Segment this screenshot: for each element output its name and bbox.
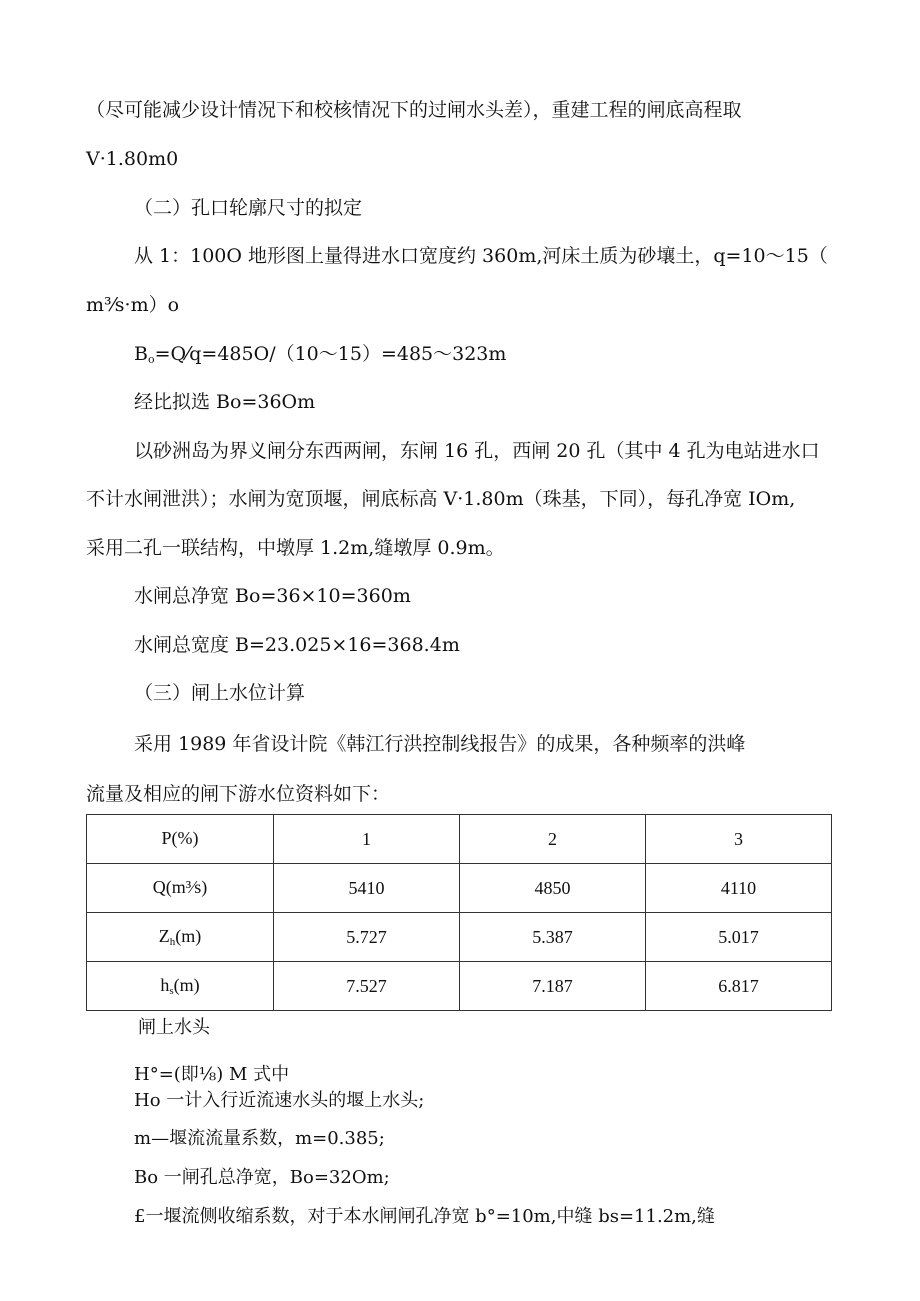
paragraph-line: m—堰流流量系数，m=0.385; (134, 1128, 385, 1149)
paragraph-line: £一堰流侧收缩系数，对于本水闸闸孔净宽 b°=10m,中缝 bs=11.2m,缝 (134, 1206, 715, 1227)
table-cell: 4110 (646, 864, 832, 913)
table-row (87, 913, 832, 962)
paragraph-line: 经比拟选 Bo=36Om (134, 391, 316, 413)
paragraph-line: 不计水闸泄洪）；水闸为宽顶堰，闸底标高 V·1.80m（珠基，下同），每孔净宽 IOm, (86, 488, 796, 510)
table-cell: 5410 (274, 864, 460, 913)
paragraph-line: V·1.80m0 (86, 148, 179, 170)
table-cell: 7.527 (274, 962, 460, 1011)
paragraph-line: 水闸总净宽 Bo=36×10=360m (134, 585, 411, 607)
table-cell: 5.387 (460, 913, 646, 962)
table-cell: 2 (460, 815, 646, 864)
table-cell: 3 (646, 815, 832, 864)
row-label: P(%) (87, 815, 274, 864)
paragraph-line: 从 1：100O 地形图上量得进水口宽度约 360m,河床土质为砂壤土，q=10～15（ (134, 245, 828, 267)
paragraph-line: 采用二孔一联结构，中墩厚 1.2m,缝墩厚 0.9m。 (86, 537, 505, 559)
paragraph-line: m³⁄s·m）o (86, 294, 180, 316)
paragraph-line: 采用 1989 年省设计院《韩江行洪控制线报告》的成果，各种频率的洪峰 (134, 733, 746, 755)
row-label: $h_s(m)$ (87, 962, 274, 1011)
formula-line: $B_o=Q⁄q=485O/(10\sim 15)=485\sim 323m$ (134, 343, 507, 366)
table-row (87, 864, 832, 913)
table-cell: 7.187 (460, 962, 646, 1011)
paragraph-line: 流量及相应的闸下游水位资料如下： (86, 783, 391, 805)
table-cell: 4850 (460, 864, 646, 913)
section-heading: （三）闸上水位计算 (134, 682, 306, 704)
row-label: $Z_h(m)$ (87, 913, 274, 962)
paragraph-line: 以砂洲岛为界义闸分东西两闸，东闸 16 孔，西闸 20 孔（其中 4 孔为电站进水口 (134, 440, 820, 462)
formula-line: H°=(即⅛) M 式中 (134, 1064, 290, 1085)
paragraph-line: 水闸总宽度 B=23.025×16=368.4m (134, 634, 460, 656)
table-row (87, 962, 832, 1011)
paragraph-line: 闸上水头 (138, 1017, 210, 1038)
table-cell: 5.017 (646, 913, 832, 962)
flood-data-table (86, 814, 832, 1011)
table-cell: 5.727 (274, 913, 460, 962)
section-heading: （二）孔口轮廓尺寸的拟定 (134, 197, 363, 219)
paragraph-line: （尽可能减少设计情况下和校核情况下的过闸水头差），重建工程的闸底高程取 (86, 99, 742, 121)
row-label: Q(m³⁄s) (87, 864, 274, 913)
table-row (87, 815, 832, 864)
paragraph-line: Bo 一闸孔总净宽，Bo=32Om; (134, 1167, 390, 1188)
table-cell: 1 (274, 815, 460, 864)
table-cell: 6.817 (646, 962, 832, 1011)
paragraph-line: Ho 一计入行近流速水头的堰上水头; (134, 1090, 425, 1111)
